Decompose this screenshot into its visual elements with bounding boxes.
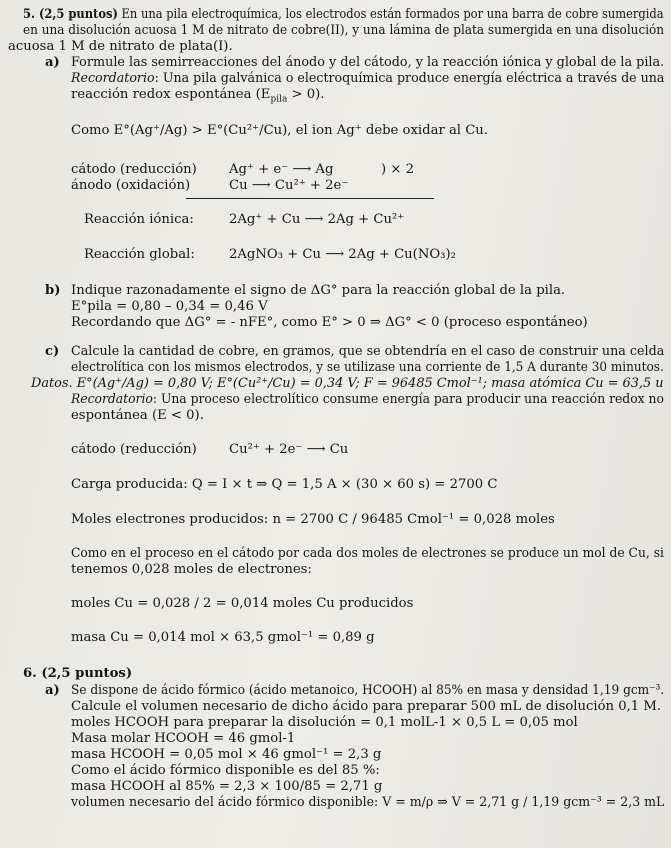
q5a-catodo-label: cátodo (reducción): [71, 162, 197, 177]
q5c-reminder-line-2: espontánea (E < 0).: [71, 408, 204, 423]
q6a-line-6: Como el ácido fórmico disponible es del 85 %:: [71, 763, 380, 778]
q6a-line-8: volumen necesario del ácido fórmico disponible: V = m/ρ ⇒ V = 2,71 g / 1,19 gcm⁻³ = 2,3 mL: [71, 795, 665, 810]
q5-intro-line-1: 5. (2,5 puntos) En una pila electroquímica, los electrodos están formados por una barra de cobre sumergida: [23, 7, 664, 22]
q5a-global-eq: 2AgNO₃ + Cu ⟶ 2Ag + Cu(NO₃)₂: [229, 247, 456, 262]
q5a-catodo-eq: Ag⁺ + e⁻ ⟶ Ag: [229, 162, 334, 177]
q5b-question: Indique razonadamente el signo de ΔG° para la reacción global de la pila.: [71, 283, 566, 298]
q5c-moles-electrones: Moles electrones producidos: n = 2700 C / 96485 Cmol⁻¹ = 0,028 moles: [71, 512, 555, 527]
q5c-catodo-eq: Cu²⁺ + 2e⁻ ⟶ Cu: [229, 442, 349, 457]
q5a-reminder-line-1: Recordatorio: Una pila galvánica o electroquímica produce energía eléctrica a través de una: [71, 71, 665, 86]
q5c-masa-cu: masa Cu = 0,014 mol × 63,5 gmol⁻¹ = 0,89 g: [71, 630, 375, 645]
sum-divider: [186, 198, 434, 199]
q5-intro-line-2: en una disolución acuosa 1 M de nitrato de cobre(II), y una lámina de plata sumergida en una disolución: [23, 23, 665, 38]
q5a-catodo-multiplier: ) × 2: [381, 162, 414, 177]
q5a-global-label: Reacción global:: [84, 247, 195, 262]
q6a-line-3: moles HCOOH para preparar la disolución = 0,1 molL-1 × 0,5 L = 0,05 mol: [71, 715, 578, 730]
q5-intro-line-3: acuosa 1 M de nitrato de plata(I).: [8, 39, 233, 54]
q5a-reminder-line-2: reacción redox espontánea $(E_{pila} > 0)$.: [71, 87, 325, 105]
q5b-calc-1: E°pila = 0,80 – 0,34 = 0,46 V: [71, 299, 268, 314]
q5a-como: Como E°(Ag⁺/Ag) > E°(Cu²⁺/Cu), el ion Ag⁺ debe oxidar al Cu.: [71, 123, 488, 138]
q5c-label: c): [45, 344, 60, 359]
q5a-anodo-label: ánodo (oxidación): [71, 178, 191, 193]
q6a-line-7: masa HCOOH al 85% = 2,3 × 100/85 = 2,71 g: [71, 779, 383, 794]
q5c-reminder-line-1: Recordatorio: Una proceso electrolítico consume energía para producir una reacción redox no: [71, 392, 664, 407]
q5a-question: Formule las semirreacciones del ánodo y del cátodo, y la reacción iónica y global de la pila.: [71, 55, 665, 70]
q5c-moles-cu: moles Cu = 0,028 / 2 = 0,014 moles Cu producidos: [71, 596, 414, 611]
q5a-ionica-eq: 2Ag⁺ + Cu ⟶ 2Ag + Cu²⁺: [229, 212, 405, 227]
q5b-label: b): [45, 283, 61, 298]
q5a-label: a): [45, 55, 60, 70]
q6a-line-5: masa HCOOH = 0,05 mol × 46 gmol⁻¹ = 2,3 g: [71, 747, 382, 762]
q5c-question-line-2: electrolítica con los mismos electrodos, y se utilizase una corriente de 1,5 A durante 30 minutos.: [71, 360, 664, 375]
q5a-anodo-eq: Cu ⟶ Cu²⁺ + 2e⁻: [229, 178, 349, 193]
q5b-calc-2: Recordando que ΔG° = - nFE°, como E° > 0 ⇒ ΔG° < 0 (proceso espontáneo): [71, 315, 588, 330]
q5c-catodo-label: cátodo (reducción): [71, 442, 197, 457]
q5c-carga: Carga producida: Q = I × t ⇒ Q = 1,5 A × (30 × 60 s) = 2700 C: [71, 477, 498, 492]
q6a-line-1: Se dispone de ácido fórmico (ácido metanoico, HCOOH) al 85% en masa y densidad 1,19 gcm⁻³.: [71, 683, 665, 698]
q6a-label: a): [45, 683, 60, 698]
q5a-ionica-label: Reacción iónica:: [84, 212, 194, 227]
q5c-question-line-1: Calcule la cantidad de cobre, en gramos, que se obtendría en el caso de construir una celda: [71, 344, 665, 359]
q5c-como-line-2: tenemos 0,028 moles de electrones:: [71, 562, 312, 577]
q5c-datos: Datos. E°(Ag⁺/Ag) = 0,80 V; E°(Cu²⁺/Cu) = 0,34 V; F = 96485 Cmol⁻¹; masa atómica Cu = 63,5 u: [31, 376, 664, 391]
q6-header: 6. (2,5 puntos): [23, 666, 133, 681]
q6a-line-4: Masa molar HCOOH = 46 gmol-1: [71, 731, 296, 746]
q5-header: 5. (2,5 puntos): [23, 7, 118, 22]
q6a-line-2: Calcule el volumen necesario de dicho ácido para preparar 500 mL de disolución 0,1 M.: [71, 699, 662, 714]
q5c-como-line-1: Como en el proceso en el cátodo por cada dos moles de electrones se produce un mol de Cu, si: [71, 546, 664, 561]
